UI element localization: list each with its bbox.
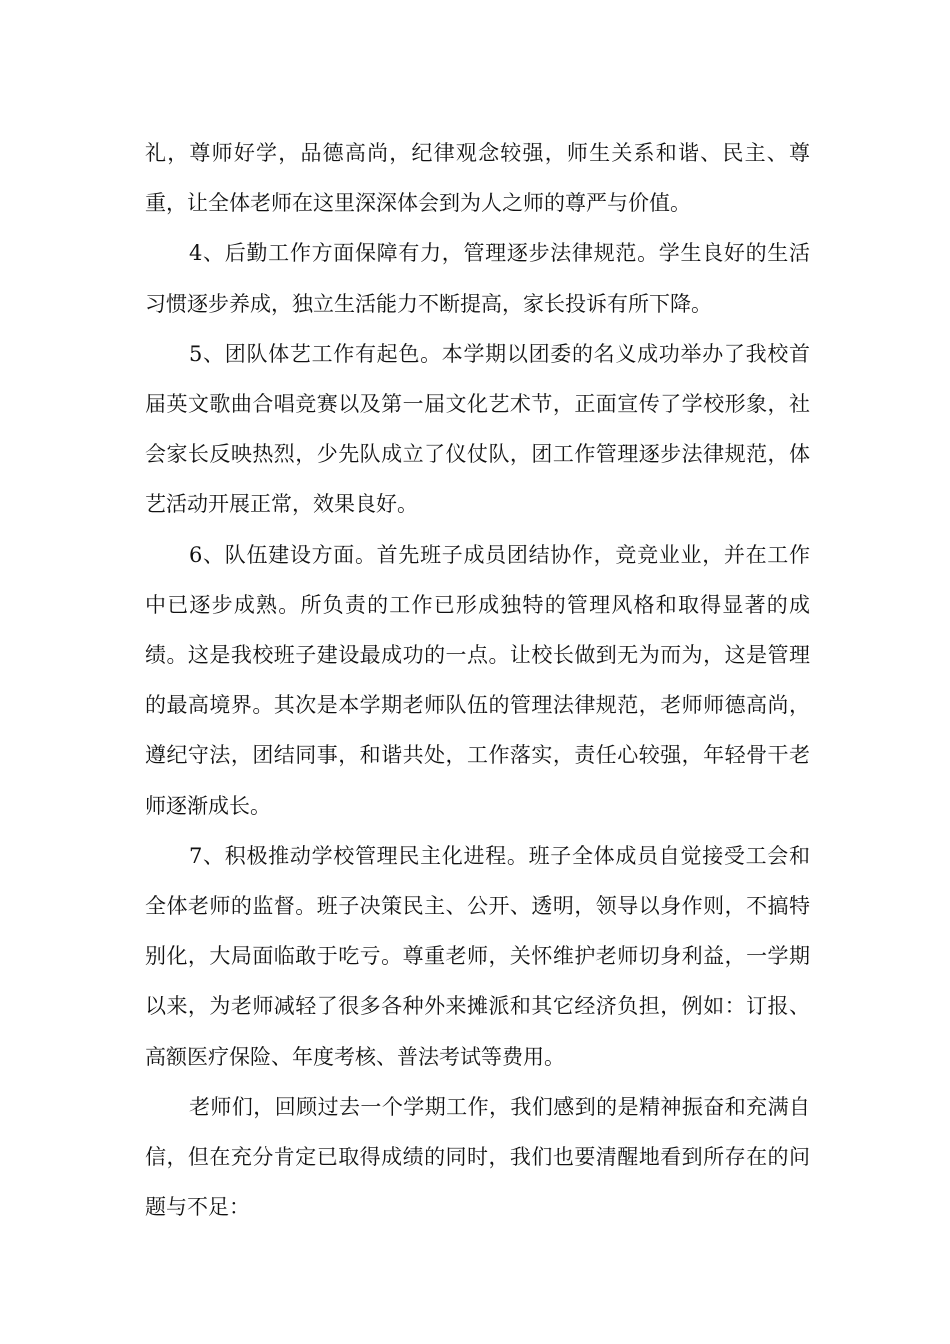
paragraph-2: 4、后勤工作方面保障有力，管理逐步法律规范。学生良好的生活习惯逐步养成，独立生活能力不断提高，家长投诉有所下降。 <box>145 241 810 316</box>
paragraph-6: 老师们，回顾过去一个学期工作，我们感到的是精神振奋和充满自信，但在充分肯定已取得成绩的同时，我们也要清醒地看到所存在的问题与不足： <box>145 1094 810 1220</box>
document-body <box>145 128 810 1232</box>
paragraph-4: 6、队伍建设方面。首先班子成员团结协作，竞竞业业，并在工作中已逐步成熟。所负责的工作已形成独特的管理风格和取得显著的成绩。这是我校班子建设最成功的一点。让校长做到无为而为，这是管理的最高境界。其次是本学期老师队伍的管理法律规范，老师师德高尚，遵纪守法，团结同事，和谐共处，工作落实，责任心较强，年轻骨干老师逐渐成长。 <box>145 542 810 818</box>
paragraph-1: 礼，尊师好学，品德高尚，纪律观念较强，师生关系和谐、民主、尊重，让全体老师在这里深深体会到为人之师的尊严与价值。 <box>145 141 810 216</box>
paragraph-5: 7、积极推动学校管理民主化进程。班子全体成员自觉接受工会和全体老师的监督。班子决策民主、公开、透明，领导以身作则，不搞特别化，大局面临敢于吃亏。尊重老师，关怀维护老师切身利益，一学期以来，为老师减轻了很多各种外来摊派和其它经济负担，例如：订报、高额医疗保险、年度考核、普法考试等费用。 <box>145 843 810 1069</box>
paragraph-3: 5、团队体艺工作有起色。本学期以团委的名义成功举办了我校首届英文歌曲合唱竞赛以及第一届文化艺术节，正面宣传了学校形象，社会家长反映热烈，少先队成立了仪仗队，团工作管理逐步法律规范，体艺活动开展正常，效果良好。 <box>145 341 810 517</box>
